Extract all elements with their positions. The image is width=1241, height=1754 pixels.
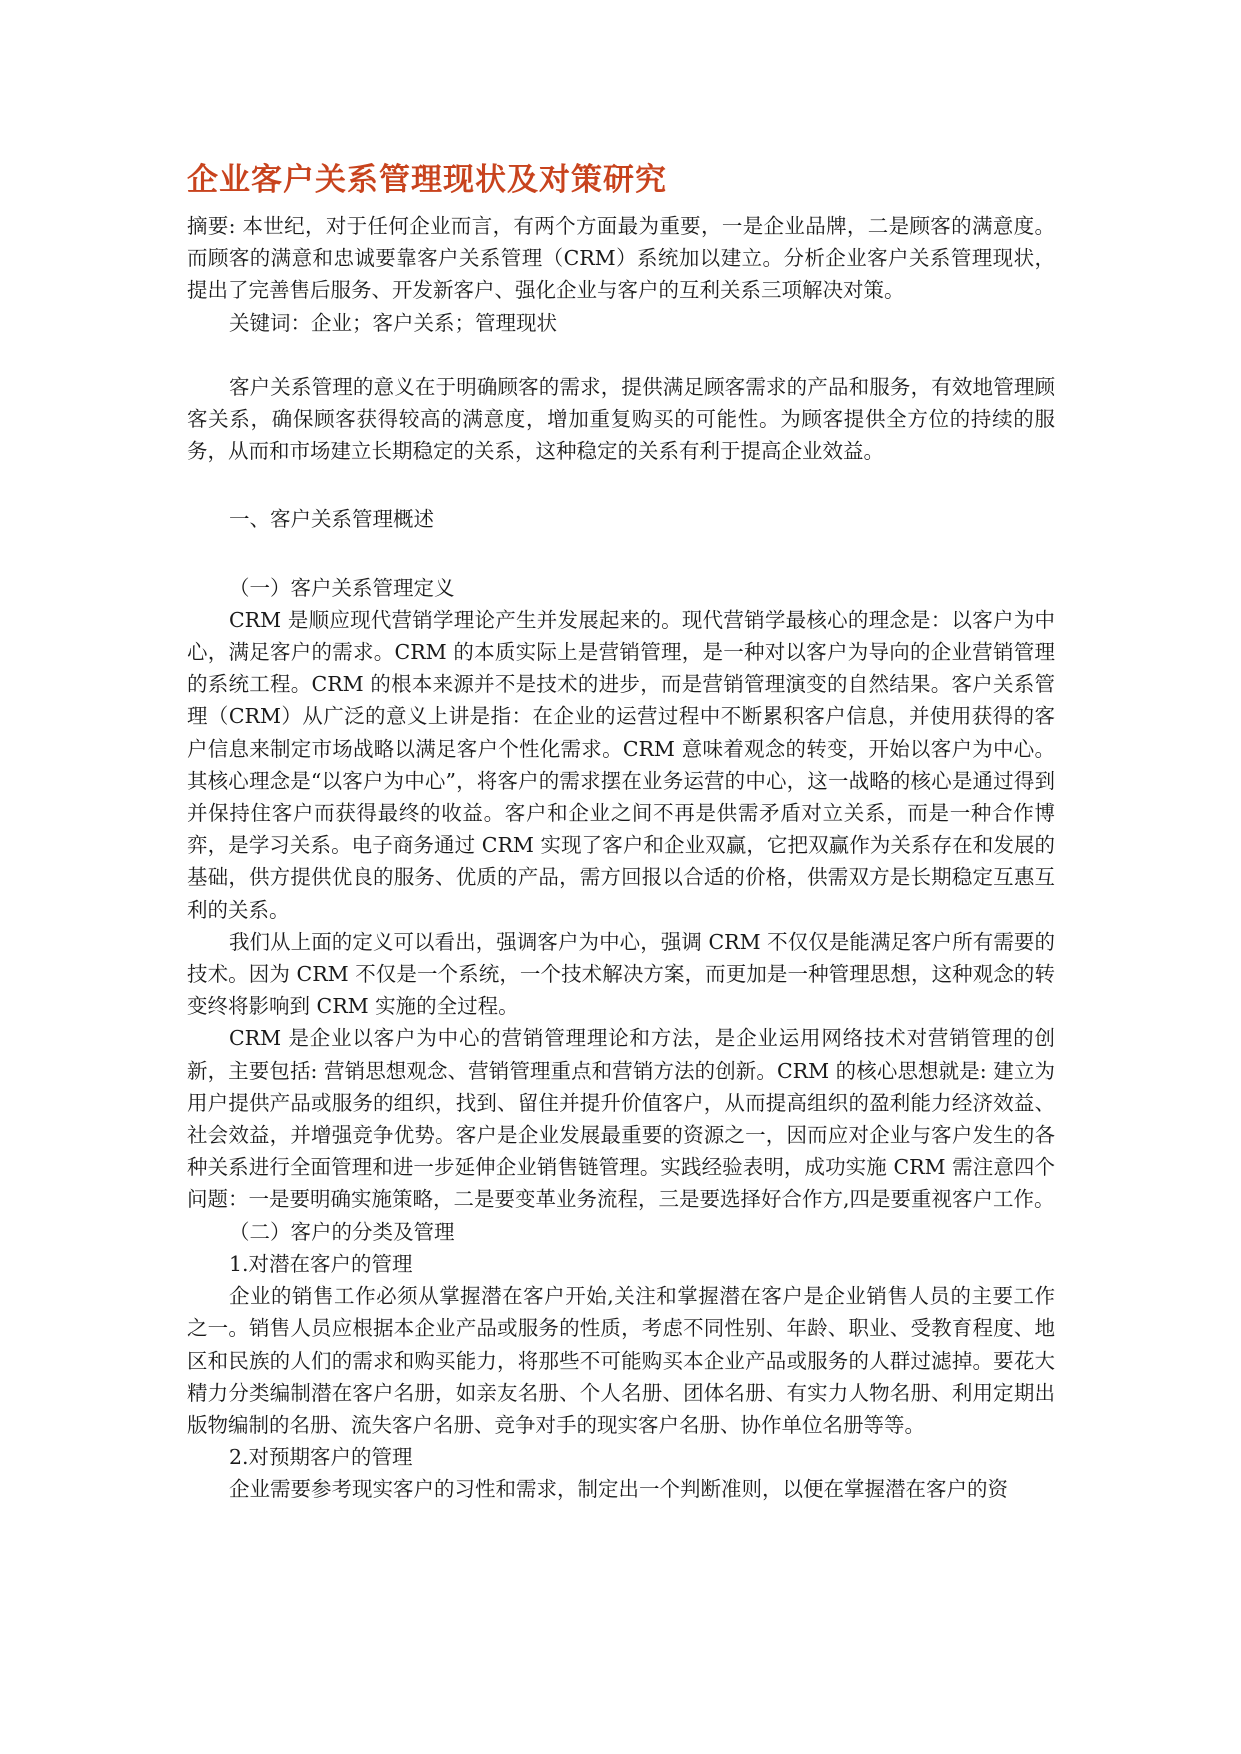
subsection-heading-2: （二）客户的分类及管理 [229, 1219, 455, 1244]
body-paragraph: CRM 是顺应现代营销学理论产生并发展起来的。现代营销学最核心的理念是：以客户为中心，满足客户的需求。CRM 的本质实际上是营销管理，是一种对以客户为导向的企业营销管理的系统工程。CRM 的根本来源并不是技术的进步，而是营销管理演变的自然结果。客户关系管理（CRM）从广泛的意义上讲是指：在企业的运营过程中不断累积客户信息，并使用获得的客户信息来制定市场战略以满足客户个性化需求。CRM 意味着观念的转变，开始以客户为中心。其核心理念是“以客户为中心”，将客户的需求摆在业务运营的中心，这一战略的核心是通过得到并保持住客户而获得最终的收益。客户和企业之间不再是供需矛盾对立关系，而是一种合作博弈，是学习关系。电子商务通过 CRM 实现了客户和企业双赢，它把双赢作为关系存在和发展的基础，供方提供优良的服务、优质的产品，需方回报以合适的价格，供需双方是长期稳定互惠互利的关系。 [187, 607, 1055, 922]
keywords-line: 关键词：企业；客户关系；管理现状 [229, 310, 557, 335]
document-title: 企业客户关系管理现状及对策研究 [187, 162, 667, 198]
abstract-paragraph: 摘要: 本世纪，对于任何企业而言，有两个方面最为重要，一是企业品牌，二是顾客的满意度。而顾客的满意和忠诚要靠客户关系管理（CRM）系统加以建立。分析企业客户关系管理现状，提出了完善售后服务、开发新客户、强化企业与客户的互利关系三项解决对策。 [187, 214, 1055, 303]
item-heading-1: 1.对潜在客户的管理 [229, 1251, 413, 1276]
subsection-heading-1: （一）客户关系管理定义 [229, 575, 455, 600]
section-heading-1: 一、客户关系管理概述 [229, 507, 434, 532]
document-page [187, 160, 1055, 1506]
body-paragraph: 企业需要参考现实客户的习性和需求，制定出一个判断准则，以便在掌握潜在客户的资 [229, 1477, 1008, 1502]
body-paragraph: 企业的销售工作必须从掌握潜在客户开始,关注和掌握潜在客户是企业销售人员的主要工作之一。销售人员应根据本企业产品或服务的性质，考虑不同性别、年龄、职业、受教育程度、地区和民族的人们的需求和购买能力，将那些不可能购买本企业产品或服务的人群过滤掉。要花大精力分类编制潜在客户名册，如亲友名册、个人名册、团体名册、有实力人物名册、利用定期出版物编制的名册、流失客户名册、竞争对手的现实客户名册、协作单位名册等等。 [187, 1284, 1055, 1437]
intro-paragraph: 客户关系管理的意义在于明确顾客的需求，提供满足顾客需求的产品和服务，有效地管理顾客关系，确保顾客获得较高的满意度，增加重复购买的可能性。为顾客提供全方位的持续的服务，从而和市场建立长期稳定的关系，这种稳定的关系有利于提高企业效益。 [187, 374, 1055, 464]
body-paragraph: 我们从上面的定义可以看出，强调客户为中心，强调 CRM 不仅仅是能满足客户所有需要的技术。因为 CRM 不仅是一个系统，一个技术解决方案，而更加是一种管理思想，这种观念的转变终将影响到 CRM 实施的全过程。 [187, 929, 1055, 1019]
body-paragraph: CRM 是企业以客户为中心的营销管理理论和方法，是企业运用网络技术对营销管理的创新，主要包括: 营销思想观念、营销管理重点和营销方法的创新。CRM 的核心思想就是: 建立为用户提供产品或服务的组织，找到、留住并提升价值客户，从而提高组织的盈利能力经济效益、社会效益，并增强竞争优势。客户是企业发展最重要的资源之一，因而应对企业与客户发生的各种关系进行全面管理和进一步延伸企业销售链管理。实践经验表明，成功实施 CRM 需注意四个问题：一是要明确实施策略，二是要变革业务流程，三是要选择好合作方,四是要重视客户工作。 [187, 1026, 1055, 1212]
item-heading-2: 2.对预期客户的管理 [229, 1445, 413, 1470]
